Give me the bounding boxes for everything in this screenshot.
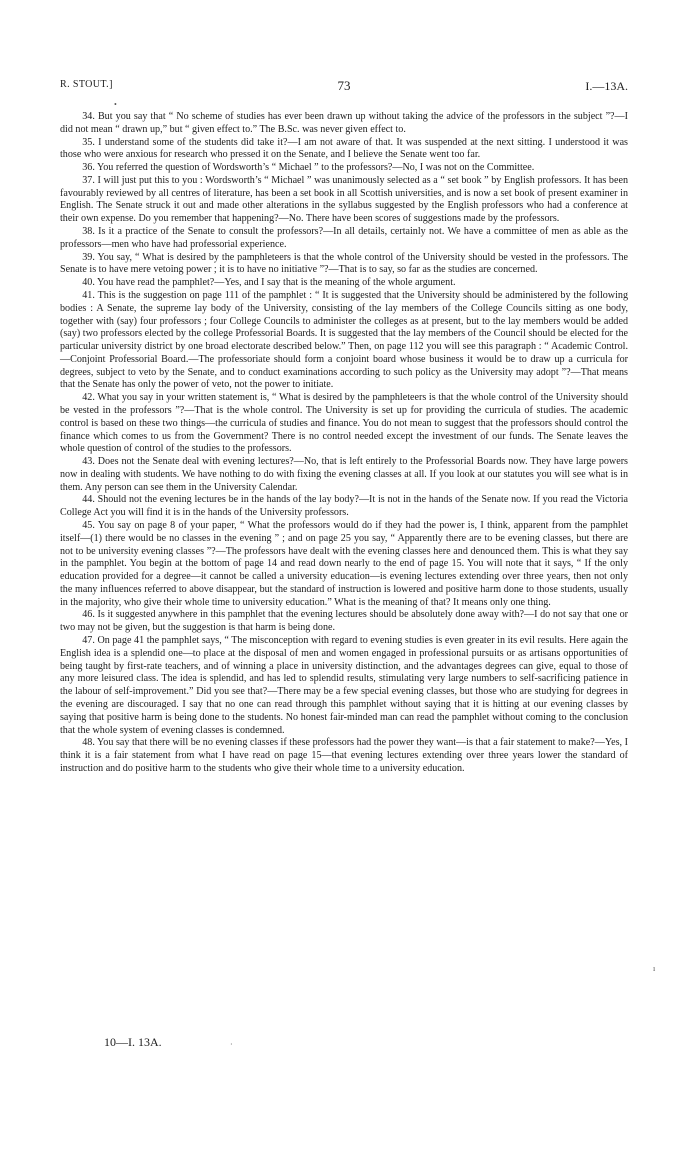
page-body <box>60 111 628 776</box>
paragraph-38: 38. Is it a practice of the Senate to consult the professors?—In all details, certainly not. We have a committee of men as able as the professors—men who have had professorial experience. <box>60 226 628 250</box>
paragraph-47: 47. On page 41 the pamphlet says, “ The misconception with regard to evening studies is even greater in its evil results. Here again the English idea is a splendid one—to place at the disposal of men and women engaged in professional pursuits or as artisans opportunities of being taught by first-rate teachers, and of winning a place in university distinction, and the advantages degrees can give, equal to those of any more leisured class. The idea is splendid, and has led to splendid results, stimulating very large numbers to self-sacrificing patience in the labour of self-improvement.” Did you see that?—There may be a few special evening classes, but those who are studying for degrees in the evening are discouraged. I say that no one can read through this pamphlet without saying that it is hitting at our evening classes by saying that positive harm is being done to the students. No honest fair-minded man can read the pamphlet without coming to the conclusion that the whole system of evening classes is condemned. <box>60 635 628 736</box>
paragraph-36: 36. You referred the question of Wordsworth’s “ Michael ” to the professors?—No, I was not on the Committee. <box>82 162 535 174</box>
paragraph-42: 42. What you say in your written statement is, “ What is desired by the pamphleteers is that the whole control of the University should be vested in the professors ”?—That is the whole control. The University is set up for providing the curricula of studies. The academic control is based on these two things—the curricula of studies and finance. You do not mean to suggest that the professors should control the finance which comes to us from the Government? There is no control needed except the investment of our funds. The Senate leaves the whole question of control of the studies to the professors. <box>60 392 628 455</box>
paragraph-41: 41. This is the suggestion on page 111 of the pamphlet : “ It is suggested that the University should be administered by the following bodies : A Senate, the supreme lay body of the University, consisting of the lay members of the College Councils sitting as one body, together with (say) four professors ; four College Councils to administer the colleges as at present, but to the lay members would be added (say) two professors elected by the college Professorial Boards. It is suggested that the lay members of the Council should be elected for the particular university district by one broad electorate described below.” Then, on page 112 you will see this paragraph : “ Academic Control.—Conjoint Professorial Board.—The professoriate should form a conjoint board whose business it would be to draw up a curricula for degrees, subject to veto by the Senate, and to conduct examinations according to such policy as the University may adopt ”?—That means that the Senate has only the power of veto, not the power to initiate. <box>60 289 628 391</box>
header-paper-ref: I.—13A. <box>585 79 628 93</box>
page-number: 73 <box>337 78 351 93</box>
signature-mark: 10—I. 13A. <box>104 1035 162 1049</box>
paragraph-37: 37. I will just put this to you : Wordsworth’s “ Michael ” was unanimously selected as a “ set book ” by English professors. It has been favourably reviewed by all centres of literature, has been a set book in all Scottish universities, and is now a set book of present examiner in English. The Senate struck it out and made other alterations in the syllabus suggested by the English professors who had a conference at their own expense. Do you remember that happening?—No. There have been scores of suggestions made by the professors. <box>60 174 628 225</box>
paragraph-35: 35. I understand some of the students did take it?—I am not aware of that. It was suspended at the next sitting. I understood it was those who were anxious for research who pressed it on the Senate, and I believe the Senate went too far. <box>60 136 628 161</box>
paragraph-44: 44. Should not the evening lectures be in the hands of the lay body?—It is not in the hands of the Senate now. If you read the Victoria College Act you will find it is in the hands of the University professors. <box>60 494 628 519</box>
print-speck: • <box>114 100 117 109</box>
paragraph-34: 34. But you say that “ No scheme of studies has ever been drawn up without taking the advice of the professors in the subject ”?—I did not mean “ drawn up,” but “ given effect to.” The B.Sc. was never given effect to. <box>60 111 628 135</box>
paragraph-40: 40. You have read the pamphlet?—Yes, and I say that is the meaning of the whole argument. <box>82 277 456 289</box>
print-speck: · <box>230 1040 233 1049</box>
paragraph-39: 39. You say, “ What is desired by the pamphleteers is that the whole control of the University should be vested in the professors. The Senate is to have mere vetoing power ; it is to have no initiative ”?—That is to say, so far as the studies are concerned. <box>60 251 628 276</box>
paragraph-48: 48. You say that there will be no evening classes if these professors had the power they want—is that a fair statement to make?—Yes, I think it is a fair statement from what I have read on page 15—that evening lectures extending over three years lower the standard of instruction and do positive harm to the students who give their whole time to a university education. <box>60 737 628 774</box>
page-header <box>60 79 628 95</box>
paragraph-46: 46. Is it suggested anywhere in this pamphlet that the evening lectures should be absolutely done away with?—I do not say that one or two may not be given, but the suggestion is that harm is being done. <box>60 609 628 634</box>
paragraph-45: 45. You say on page 8 of your paper, “ What the professors would do if they had the power is, I think, apparent from the pamphlet itself—(1) there would be no classes in the evening ” ; and on page 25 you say, “ Apparently there are to be evening classes, but there are not to be university evening classes ”?—The professors have dealt with the evening classes here and denounced them. This is what they say in the pamphlet. You begin at the bottom of page 14 and read down nearly to the end of page 15. You will note that it says, “ If the only education provided for a degree—it cannot be called a university education—is evening lectures extending over three years, then not only the many influences referred to above disappear, but the standard of instruction is lowered and positive harm done to those students, usually in the majority, who give their whole time to university education.” What is the meaning of that? It means only one thing. <box>60 520 628 608</box>
print-speck: ı <box>653 964 656 973</box>
header-witness: R. STOUT.] <box>60 79 113 90</box>
paragraph-43: 43. Does not the Senate deal with evening lectures?—No, that is left entirely to the Professorial Boards now. They have large powers now in dealing with students. We have nothing to do with fixing the evening classes at all. If you look at our statutes you will see what is in them. Any person can see them in the University Calendar. <box>60 456 628 493</box>
